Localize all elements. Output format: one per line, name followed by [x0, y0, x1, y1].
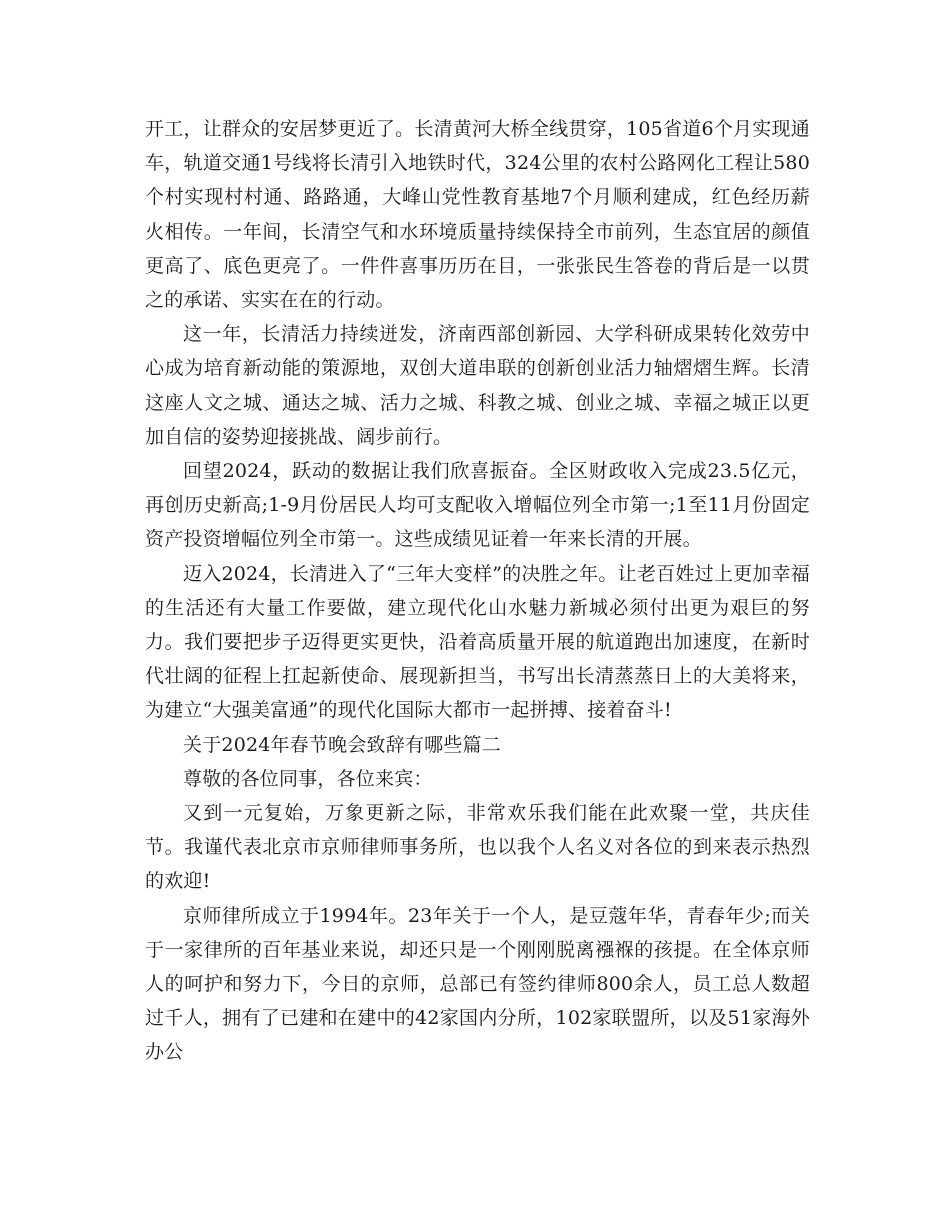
- salutation: 尊敬的各位同事，各位来宾：: [183, 767, 433, 790]
- paragraph-welcome: 又到一元复始，万象更新之际，非常欢乐我们能在此欢聚一堂，共庆佳节。我谨代表北京市京师律师事务所，也以我个人名义对各位的到来表示热烈的欢迎!: [145, 802, 810, 893]
- paragraph-continuation: 开工，让群众的安居梦更近了。长清黄河大桥全线贯穿，105省道6个月实现通车，轨道交通1号线将长清引入地铁时代，324公里的农村公路网化工程让580个村实现村村通、路路通，大峰山党性教育基地7个月顺利建成，红色经历薪火相传。一年间，长清空气和水环境质量持续保持全市前列，生态宜居的颜值更高了、底色更亮了。一件件喜事历历在目，一张张民生答卷的背后是一以贯之的承诺、实实在在的行动。: [145, 118, 810, 312]
- paragraph-review-2024: 回望2024，跃动的数据让我们欣喜振奋。全区财政收入完成23.5亿元，再创历史新高;1-9月份居民人均可支配收入增幅位列全市第一;1至11月份固定资产投资增幅位列全市第一。这些成绩见证着一年来长清的开展。: [145, 460, 810, 551]
- paragraph-firm-history: 京师律所成立于1994年。23年关于一个人，是豆蔻年华，青春年少;而关于一家律所的百年基业来说，却还只是一个刚刚脱离襁褓的孩提。在全体京师人的呵护和努力下，今日的京师，总部已有签约律师800余人，员工总人数超过千人，拥有了已建和在建中的42家国内分所，102家联盟所，以及51家海外办公: [145, 904, 810, 1064]
- paragraph-entering-2024: 迈入2024，长清进入了“三年大变样”的决胜之年。让老百姓过上更加幸福的生活还有大量工作要做，建立现代化山水魅力新城必须付出更为艰巨的努力。我们要把步子迈得更实更快，沿着高质量开展的航道跑出加速度，在新时代壮阔的征程上扛起新使命、展现新担当，书写出长清蒸蒸日上的大美将来，为建立“大强美富通”的现代化国际大都市一起拼搏、接着奋斗!: [145, 562, 810, 722]
- section-heading-part-two: 关于2024年春节晚会致辞有哪些篇二: [183, 733, 501, 756]
- document-body: [145, 112, 810, 1070]
- paragraph-vitality: 这一年，长清活力持续迸发，济南西部创新园、大学科研成果转化效劳中心成为培育新动能的策源地，双创大道串联的创新创业活力轴熠熠生辉。长清这座人文之城、通达之城、活力之城、科教之城、创业之城、幸福之城正以更加自信的姿势迎接挑战、阔步前行。: [145, 323, 810, 448]
